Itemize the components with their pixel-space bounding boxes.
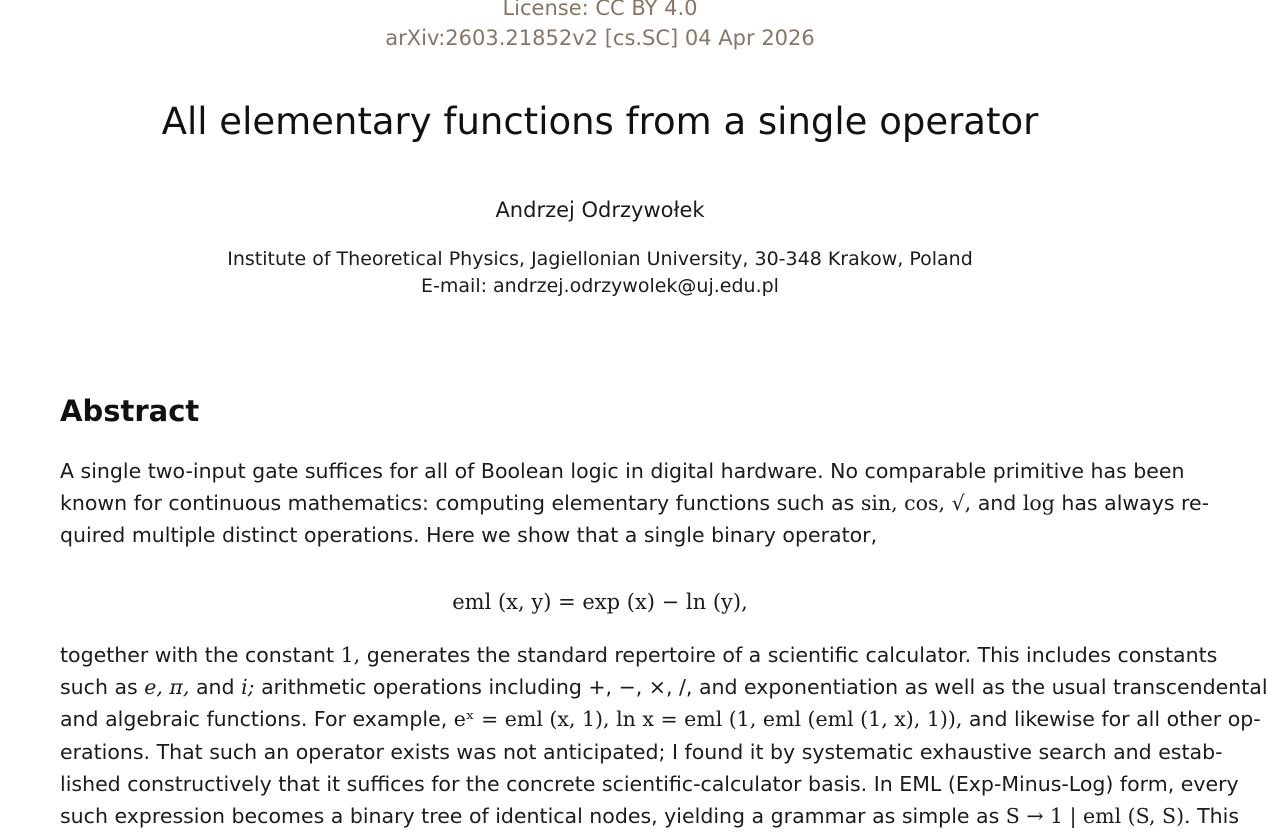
text-run: and bbox=[195, 675, 235, 700]
arxiv-identifier: arXiv:2603.21852v2 [cs.SC] 04 Apr 2026 bbox=[385, 26, 815, 50]
text-line: erations. That such an operator exists was not anticipated; I found it by systematic exhaustive search and estab- bbox=[60, 739, 1223, 764]
text-line: quired multiple distinct operations. Here we show that a single binary operator, bbox=[60, 523, 878, 548]
math-ln-example: ln x = eml (1, eml (eml (1, x), 1)), bbox=[616, 707, 963, 732]
text-run: together with the constant bbox=[60, 643, 335, 667]
text-run: known for continuous mathematics: computing elementary functions such as bbox=[60, 491, 855, 516]
text-line bbox=[60, 487, 1210, 519]
text-run: has always re- bbox=[1061, 491, 1210, 516]
author-name: Andrzej Odrzywołek bbox=[495, 198, 705, 222]
math-sin: sin, bbox=[860, 491, 898, 516]
text-line bbox=[60, 800, 1240, 832]
text-line: A single two-input gate suffices for all of Boolean logic in digital hardware. No comparable primitive has been bbox=[60, 459, 1185, 483]
abstract-paragraph-2 bbox=[60, 639, 1268, 832]
math-grammar: S → 1 | eml (S, S). bbox=[1005, 804, 1191, 829]
text-run: arithmetic operations including +, −, ×, /, and exponentiation as well as the usual transcendental bbox=[261, 675, 1268, 700]
abstract-heading: Abstract bbox=[60, 394, 200, 428]
text-run: This bbox=[1197, 804, 1240, 829]
math-i: i; bbox=[241, 675, 255, 700]
math-log: log bbox=[1022, 491, 1055, 516]
math-pi: π, bbox=[169, 675, 190, 700]
text-run: generates the standard repertoire of a scientific calculator. This includes constants bbox=[366, 643, 1218, 667]
display-equation: eml (x, y) = exp (x) − ln (y), bbox=[452, 590, 748, 614]
text-line: lished constructively that it suffices for the concrete scientific-calculator basis. In EML (Exp-Minus-Log) form, every bbox=[60, 771, 1239, 796]
license-line: License: CC BY 4.0 bbox=[502, 0, 698, 20]
text-line bbox=[60, 639, 1218, 671]
text-line bbox=[60, 671, 1268, 703]
text-run: and algebraic functions. For example, bbox=[60, 707, 448, 732]
email-line: E-mail: andrzej.odrzywolek@uj.edu.pl bbox=[421, 275, 779, 297]
paper-title: All elementary functions from a single operator bbox=[161, 100, 1039, 143]
text-run: and likewise for all other op- bbox=[968, 707, 1261, 732]
text-run: and bbox=[977, 491, 1017, 516]
math-e: e, bbox=[144, 675, 163, 700]
math-cos: cos, bbox=[904, 491, 946, 516]
text-run: such as bbox=[60, 675, 138, 700]
math-constant-one: 1, bbox=[340, 643, 361, 667]
math-exp-example: eˣ = eml (x, 1), bbox=[453, 707, 610, 732]
text-run: such expression becomes a binary tree of identical nodes, yielding a grammar as simple as bbox=[60, 804, 1000, 829]
abstract-paragraph-1 bbox=[60, 455, 1210, 552]
math-sqrt: √, bbox=[951, 491, 972, 516]
text-line bbox=[60, 703, 1261, 735]
affiliation: Institute of Theoretical Physics, Jagiellonian University, 30-348 Krakow, Poland bbox=[227, 248, 973, 270]
